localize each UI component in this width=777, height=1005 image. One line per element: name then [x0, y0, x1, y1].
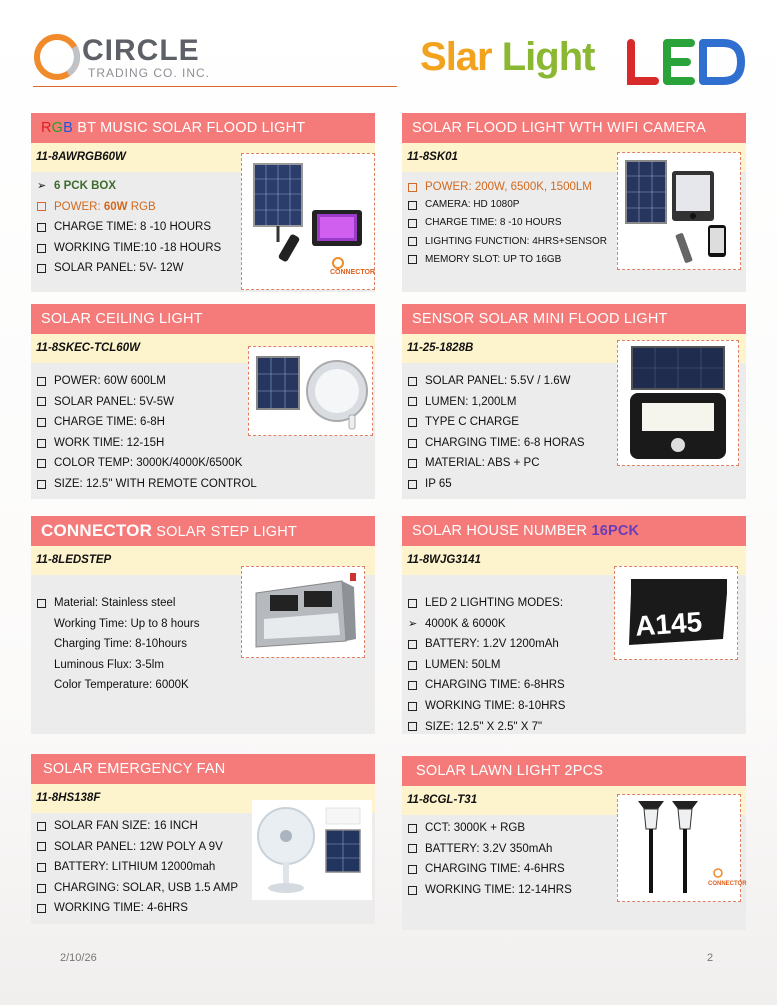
product-title: RGB BT MUSIC SOLAR FLOOD LIGHT [31, 113, 375, 143]
checkbox-bullet-icon [37, 884, 46, 893]
feature-item: CHARGING: SOLAR, USB 1.5 AMP [37, 878, 375, 899]
checkbox-bullet-icon [37, 397, 46, 406]
checkbox-bullet-icon [408, 599, 417, 608]
arrow-bullet-icon: ➢ [408, 617, 418, 630]
checkbox-bullet-icon [408, 824, 417, 833]
feature-item: LED 2 LIGHTING MODES: [408, 593, 746, 614]
feature-item: SIZE: 12.5" WITH REMOTE CONTROL [37, 474, 375, 495]
page-number: 2 [707, 952, 714, 964]
product-image-wifi-camera [617, 152, 741, 270]
solar-light-logo: Slar Light [420, 35, 595, 79]
checkbox-bullet-icon [37, 418, 46, 427]
feature-item: CAMERA: HD 1080P [408, 196, 746, 214]
product-code: 11-8LEDSTEP [31, 546, 375, 575]
feature-item: SOLAR PANEL: 5V-5W [37, 392, 375, 413]
checkbox-bullet-icon [37, 244, 46, 253]
company-subtitle: TRADING CO. INC. [88, 66, 211, 80]
checkbox-bullet-icon [408, 886, 417, 895]
checkbox-bullet-icon [37, 863, 46, 872]
checkbox-bullet-icon [37, 904, 46, 913]
product-title: SOLAR EMERGENCY FAN [31, 754, 375, 784]
feature-item: Charging Time: 8-10hours [54, 638, 187, 651]
checkbox-bullet-icon [37, 202, 46, 211]
product-image-mini-flood [617, 340, 739, 466]
arrow-bullet-icon: ➢ [37, 180, 47, 192]
checkbox-bullet-icon [37, 439, 46, 448]
feature-item: Material: Stainless steel [37, 593, 375, 614]
feature-item: BATTERY: LITHIUM 12000mah [37, 857, 375, 878]
product-title: SOLAR FLOOD LIGHT WTH WIFI CAMERA [402, 113, 746, 143]
product-code: 11-8AWRGB60W [31, 143, 375, 172]
checkbox-bullet-icon [408, 661, 417, 670]
checkbox-bullet-icon [37, 822, 46, 831]
led-logo [627, 37, 747, 87]
checkbox-bullet-icon [408, 459, 417, 468]
svg-text:A145: A145 [634, 606, 704, 642]
feature-item: CHARGE TIME: 8 -10 HOURS [408, 214, 746, 232]
product-title: CONNECTOR SOLAR STEP LIGHT [31, 516, 375, 546]
feature-item: IP 65 [408, 474, 746, 495]
feature-item: LUMEN: 1,200LM [408, 392, 746, 413]
svg-text:LED: LED [627, 37, 629, 38]
product-code: 11-8SKEC-TCL60W [31, 334, 375, 363]
feature-item: CCT: 3000K + RGB [408, 818, 746, 839]
checkbox-bullet-icon [408, 418, 417, 427]
checkbox-bullet-icon [408, 640, 417, 649]
feature-item: CHARGE TIME: 6-8H [37, 412, 375, 433]
checkbox-bullet-icon [408, 255, 417, 264]
feature-item: WORKING TIME: 8-10HRS [408, 696, 746, 717]
svg-text:CONNECTOR: CONNECTOR [708, 881, 747, 887]
checkbox-bullet-icon [37, 223, 46, 232]
product-code: 11-8WJG3141 [402, 546, 746, 575]
feature-item: Luminous Flux: 3-5lm [54, 658, 164, 671]
svg-text:CONNECTOR: CONNECTOR [330, 269, 375, 276]
checkbox-bullet-icon [408, 865, 417, 874]
checkbox-bullet-icon [408, 844, 417, 853]
checkbox-bullet-icon [408, 439, 417, 448]
product-image-lawn-light [617, 794, 747, 902]
product-image-ceiling-light [248, 346, 373, 436]
checkbox-bullet-icon [408, 183, 417, 192]
feature-item: MATERIAL: ABS + PC [408, 453, 746, 474]
checkbox-bullet-icon [408, 219, 417, 228]
feature-item: LIGHTING FUNCTION: 4HRS+SENSOR [408, 233, 746, 251]
product-code: 11-8SK01 [402, 143, 746, 172]
product-image-emergency-fan [252, 800, 372, 900]
header-divider [33, 86, 397, 87]
feature-item: TYPE C CHARGE [408, 412, 746, 433]
product-image-rgb-flood [241, 153, 375, 290]
checkbox-bullet-icon [408, 702, 417, 711]
feature-item: WORKING TIME: 4-6HRS [37, 898, 375, 919]
checkbox-bullet-icon [37, 264, 46, 273]
feature-item: ➢ 6 PCK BOX [37, 176, 375, 197]
checkbox-bullet-icon [408, 377, 417, 386]
feature-item: LUMEN: 50LM [408, 655, 746, 676]
feature-item: MEMORY SLOT: UP TO 16GB [408, 251, 746, 269]
checkbox-bullet-icon [408, 722, 417, 731]
checkbox-bullet-icon [37, 599, 46, 608]
feature-item: SOLAR FAN SIZE: 16 INCH [37, 816, 375, 837]
feature-item: Working Time: Up to 8 hours [54, 617, 200, 630]
feature-item: ➢ 4000K & 6000K [408, 614, 746, 635]
feature-item: WORKING TIME: 12-14HRS [408, 880, 746, 901]
product-image-house-number [614, 566, 738, 660]
product-code: 11-25-1828B [402, 334, 746, 363]
checkbox-bullet-icon [408, 237, 417, 246]
feature-item: BATTERY: 3.2V 350mAh [408, 839, 746, 860]
feature-item: Color Temperature: 6000K [54, 679, 189, 692]
checkbox-bullet-icon [37, 480, 46, 489]
feature-item: CHARGING TIME: 4-6HRS [408, 859, 746, 880]
checkbox-bullet-icon [37, 377, 46, 386]
feature-item: WORKING TIME:10 -18 HOURS [37, 238, 375, 259]
feature-item: WORK TIME: 12-15H [37, 433, 375, 454]
product-image-step-light [241, 566, 365, 658]
feature-item: SIZE: 12.5" X 2.5" X 7" [408, 717, 746, 738]
feature-item: SOLAR PANEL: 5.5V / 1.6W [408, 371, 746, 392]
product-code: 11-8HS138F [31, 784, 375, 813]
product-title: SOLAR CEILING LIGHT [31, 304, 375, 334]
footer-date: 2/10/26 [60, 952, 97, 964]
feature-item: CHARGING TIME: 6-8HRS [408, 675, 746, 696]
product-title: SOLAR LAWN LIGHT 2PCS [402, 756, 746, 786]
checkbox-bullet-icon [408, 397, 417, 406]
product-code: 11-8CGL-T31 [402, 786, 746, 815]
checkbox-bullet-icon [37, 842, 46, 851]
product-title: SENSOR SOLAR MINI FLOOD LIGHT [402, 304, 746, 334]
checkbox-bullet-icon [408, 480, 417, 489]
product-title: SOLAR HOUSE NUMBER 16PCK [402, 516, 746, 546]
feature-item: COLOR TEMP: 3000K/4000K/6500K [37, 453, 375, 474]
checkbox-bullet-icon [37, 459, 46, 468]
feature-item: SOLAR PANEL: 12W POLY A 9V [37, 837, 375, 858]
feature-item: SOLAR PANEL: 5V- 12W [37, 258, 375, 279]
checkbox-bullet-icon [408, 201, 417, 210]
feature-item: CHARGING TIME: 6-8 HORAS [408, 433, 746, 454]
feature-item: CHARGE TIME: 8 -10 HOURS [37, 217, 375, 238]
feature-item: POWER: 200W, 6500K, 1500LM [408, 178, 746, 196]
feature-item: POWER: 60W 600LM [37, 371, 375, 392]
circle-logo-icon [33, 33, 81, 81]
feature-item: POWER: 60W RGB [37, 197, 375, 218]
feature-item: BATTERY: 1.2V 1200mAh [408, 634, 746, 655]
company-name: CIRCLE [82, 34, 200, 67]
checkbox-bullet-icon [408, 681, 417, 690]
